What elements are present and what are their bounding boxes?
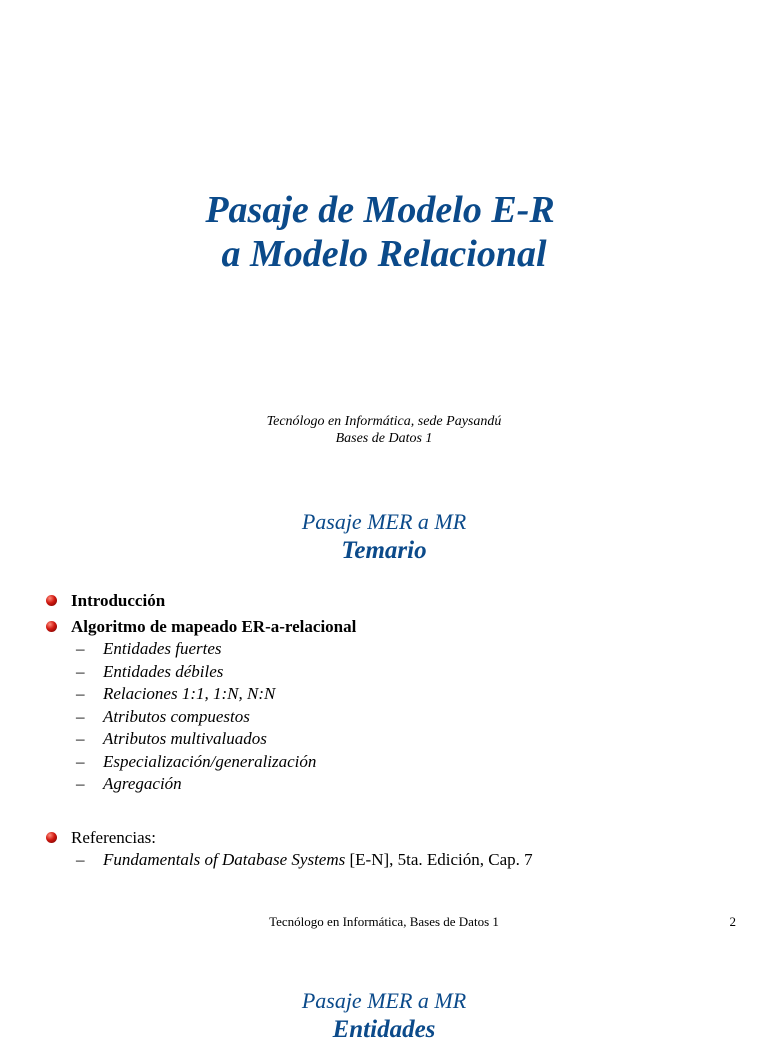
red-bullet-icon <box>46 832 57 843</box>
subtopic-label: Entidades fuertes <box>103 639 222 658</box>
dash-marker: – <box>76 684 85 703</box>
dash-marker: – <box>76 639 85 658</box>
subtopic-label: Agregación <box>103 774 182 793</box>
slide-kicker: Pasaje MER a MR <box>301 509 467 534</box>
dash-marker: – <box>76 729 85 748</box>
subtopic-label: Entidades débiles <box>103 661 224 681</box>
next-slide-heading: Entidades <box>332 1016 436 1043</box>
reference-book-title: Fundamentals of Database Systems <box>103 849 346 869</box>
subtitle-line-2: Bases de Datos 1 <box>335 431 433 446</box>
topic-algoritmo <box>46 616 736 796</box>
subtopic-label: Atributos multivaluados <box>103 729 267 748</box>
subtopic-label: Relaciones 1:1, 1:N, N:N <box>103 684 276 703</box>
red-bullet-icon <box>46 595 57 606</box>
topic-label: Introducción <box>71 591 166 610</box>
dash-marker: – <box>76 706 85 726</box>
slide-heading: Temario <box>341 537 427 564</box>
subtopic-item <box>71 661 736 684</box>
reference-list <box>71 849 736 872</box>
dash-marker: – <box>76 751 85 771</box>
topic-introduccion <box>46 590 736 612</box>
subtopic-item <box>71 728 736 751</box>
subtopic-label: Atributos compuestos <box>103 706 250 726</box>
topic-label: Algoritmo de mapeado ER-a-relacional <box>71 617 357 636</box>
dash-marker: – <box>76 661 85 681</box>
subtopic-item <box>71 706 736 729</box>
slide-footer: Tecnólogo en Informática, Bases de Datos 1 <box>269 914 499 929</box>
title-subtitle <box>0 413 768 447</box>
subtopic-item <box>71 683 736 706</box>
dash-marker: – <box>76 774 85 793</box>
dash-marker: – <box>76 849 85 869</box>
reference-item <box>71 849 736 872</box>
subtopic-item <box>71 638 736 661</box>
document-title <box>0 188 768 276</box>
reference-details: [E-N], 5ta. Edición, Cap. 7 <box>345 849 533 869</box>
subtopic-label: Especialización/generalización <box>103 751 317 771</box>
subtopic-item <box>71 751 736 774</box>
title-line-1: Pasaje de Modelo E-R <box>205 189 555 231</box>
subtitle-line-1: Tecnólogo en Informática, sede Paysandú <box>266 414 502 429</box>
topic-list <box>46 590 736 871</box>
subtopic-item <box>71 773 736 796</box>
topic-referencias <box>46 827 736 872</box>
title-line-2: a Modelo Relacional <box>221 233 547 275</box>
red-bullet-icon <box>46 621 57 632</box>
subtopic-list <box>71 638 736 796</box>
topic-label: Referencias: <box>71 827 156 847</box>
next-slide-kicker: Pasaje MER a MR <box>301 988 467 1013</box>
page-number: 2 <box>729 914 736 929</box>
